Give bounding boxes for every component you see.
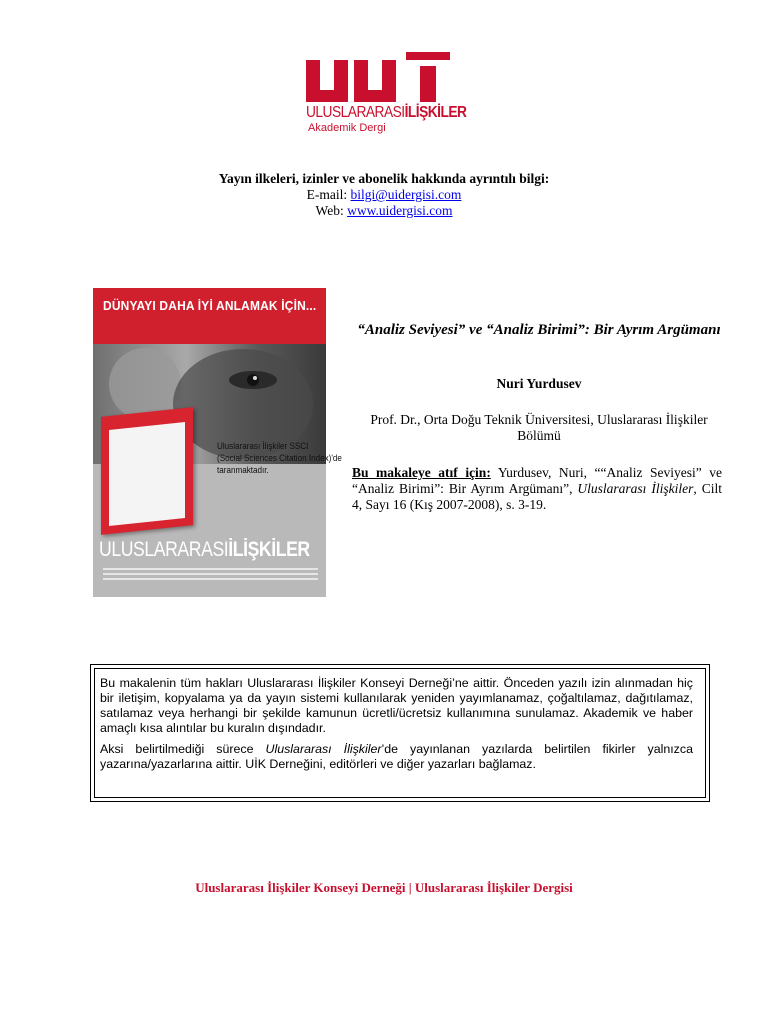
logo-mark: [306, 52, 466, 104]
email-label: E-mail:: [306, 187, 348, 202]
journal-cover-image: [93, 288, 342, 597]
cover-banner-text: DÜNYAYI DAHA İYİ ANLAMAK İÇİN...: [103, 298, 317, 313]
email-line: [0, 187, 768, 203]
citation-label: Bu makaleye atıf için:: [352, 465, 491, 480]
citation-journal: Uluslararası İlişkiler: [577, 481, 694, 496]
citation-block: [352, 465, 722, 513]
citation-text-1: Yurdusev, Nuri, ““Analiz Seviyesi” ve “Analiz Birimi”: Bir Ayrım Argümanı”,: [352, 465, 722, 496]
journal-logo: [306, 52, 466, 134]
copyright-notice-box: [90, 664, 710, 802]
copyright-paragraph-1: Bu makalenin tüm hakları Uluslararası İlişkiler Konseyi Derneği’ne aittir. Önceden yazılı izin alınmadan hiç bir iletişim, kopyalama ya da yayın sistemi kullanılarak yeniden yayımlanamaz, çoğaltılamaz, dağıtılamaz, satılamaz veya herhangi bir şekilde kamunun ücretli/ücretsiz kullanımına sunulamaz. Akademik ve haber amaçlı kısa alıntılar bu kuralın dışındadır.: [100, 676, 693, 735]
article-title: “Analiz Seviyesi” ve “Analiz Birimi”: Bir Ayrım Argümanı: [357, 322, 721, 338]
publication-info: [0, 171, 768, 219]
author-affiliation: Prof. Dr., Orta Doğu Teknik Üniversitesi, Uluslararası İlişkiler Bölümü: [370, 412, 708, 443]
cover-book-illustration: [101, 407, 193, 535]
article-author: Nuri Yurdusev: [496, 376, 582, 391]
logo-wordmark: ULUSLARARASIİLİŞKİLER: [306, 104, 467, 121]
logo-subtitle: Akademik Dergi: [308, 122, 386, 134]
web-link[interactable]: www.uidergisi.com: [347, 203, 453, 218]
footer-text: Uluslararası İlişkiler Konseyi Derneği | Uluslararası İlişkiler Dergisi: [195, 880, 573, 895]
cover-wordmark: ULUSLARARASIİLİŞKİLER: [99, 538, 310, 561]
info-heading: Yayın ilkeleri, izinler ve abonelik hakkında ayrıntılı bilgi:: [218, 171, 550, 186]
web-line: [0, 203, 768, 219]
citation-text-2: , Cilt 4, Sayı 16 (Kış 2007-2008), s. 3-19.: [352, 481, 722, 512]
cover-fine-print: [103, 565, 318, 587]
copyright-text: [100, 676, 693, 778]
cover-ssci-text: Uluslararası İlişkiler SSCI (Social Sciences Citation Index)'de taranmaktadır.: [217, 441, 342, 475]
cover-banner: [93, 288, 326, 344]
web-label: Web:: [315, 203, 344, 218]
copyright-paragraph-2: Aksi belirtilmediği sürece Uluslararası İlişkiler’de yayınlanan yazılarda belirtilen fikirler yalnızca yazarına/yazarlarına aittir. UİK Derneğini, editörleri ve diğer yazarları bağlamaz.: [100, 742, 693, 771]
email-link[interactable]: bilgi@uidergisi.com: [350, 187, 462, 202]
